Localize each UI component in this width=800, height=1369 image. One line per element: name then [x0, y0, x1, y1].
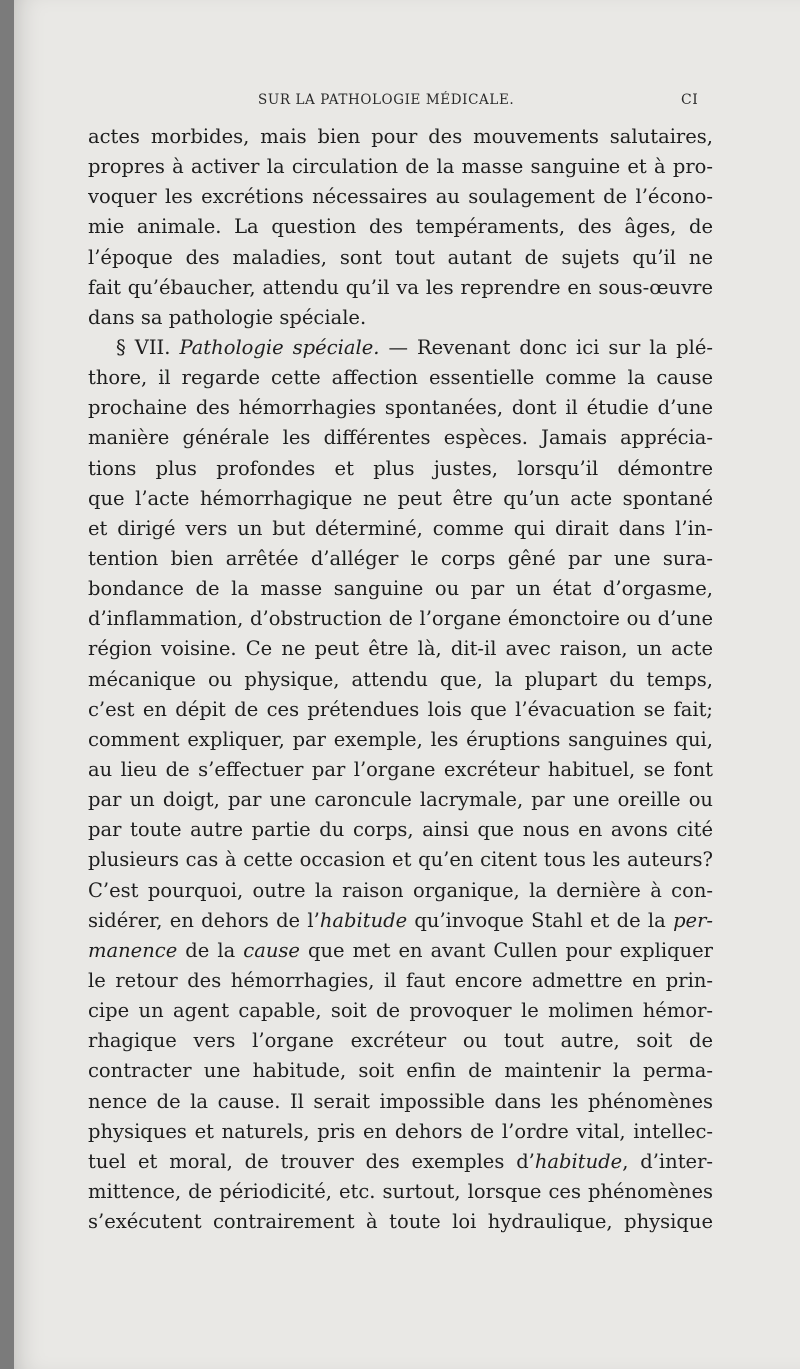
body-text [88, 122, 713, 1237]
text-line: région voisine. Ce ne peut être là, dit-il avec raison, un acte [88, 637, 713, 661]
running-head [14, 92, 800, 114]
italic-term: habitude [534, 1149, 623, 1173]
text-line: manière générale les différentes espèces. Jamais apprécia- [88, 426, 713, 450]
text-line: C’est pourquoi, outre la raison organique, la dernière à con- [88, 878, 713, 902]
text-line: actes morbides, mais bien pour des mouvements salutaires, [88, 125, 713, 148]
text-line: s’exécutent contrairement à toute loi hydraulique, physique [88, 1210, 713, 1234]
text-line: propres à activer la circulation de la masse sanguine et à pro- [88, 155, 713, 179]
text-line: et dirigé vers un but déterminé, comme qui dirait dans l’in- [88, 516, 713, 540]
text-line: bondance de la masse sanguine ou par un état d’orgasme, [88, 577, 713, 601]
page-number: CI [681, 92, 699, 108]
text-line: cipe un agent capable, soit de provoquer le molimen hémor- [88, 999, 713, 1023]
running-title: SUR LA PATHOLOGIE MÉDICALE. [258, 92, 515, 108]
text-line: mécanique ou physique, attendu que, la plupart du temps, [88, 667, 713, 691]
section-number: § VII. [116, 335, 171, 359]
italic-term: cause [243, 938, 300, 962]
text-line: nence de la cause. Il serait impossible dans les phénomènes [88, 1089, 713, 1113]
text-line: physiques et naturels, pris en dehors de l’ordre vital, intellec- [88, 1119, 713, 1143]
book-page [14, 0, 800, 1369]
text-line: plusieurs cas à cette occasion et qu’en citent tous les auteurs? [88, 848, 713, 872]
section-title: Pathologie spéciale. [179, 335, 380, 359]
text-line: mie animale. La question des tempéraments, des âges, de [88, 215, 713, 239]
text-line: fait qu’ébaucher, attendu qu’il va les reprendre en sous-œuvre [88, 275, 713, 299]
text-line: sidérer, en dehors de l’habitude qu’invoque Stahl et de la per- [88, 908, 713, 932]
section-heading-line: § VII. Pathologie spéciale. — Revenant donc ici sur la plé- [116, 335, 713, 359]
italic-term: per- [673, 908, 713, 932]
text-line: dans sa pathologie spéciale. [88, 305, 367, 329]
text-line: tuel et moral, de trouver des exemples d’habitude, d’inter- [88, 1149, 713, 1173]
text-line: par un doigt, par une caroncule lacrymale, par une oreille ou [88, 788, 713, 812]
text-line: d’inflammation, d’obstruction de l’organe émonctoire ou d’une [88, 607, 713, 631]
text-line: au lieu de s’effectuer par l’organe excréteur habituel, se font [88, 757, 713, 781]
text-line: le retour des hémorrhagies, il faut encore admettre en prin- [88, 968, 713, 992]
text-line: c’est en dépit de ces prétendues lois que l’évacuation se fait; [88, 697, 713, 721]
text-line: rhagique vers l’organe excréteur ou tout autre, soit de [88, 1029, 713, 1053]
italic-term: manence [88, 938, 178, 962]
text-line: contracter une habitude, soit enfin de maintenir la perma- [88, 1059, 713, 1083]
text-line: l’époque des maladies, sont tout autant de sujets qu’il ne [88, 245, 713, 269]
text-line: comment expliquer, par exemple, les éruptions sanguines qui, [88, 727, 713, 751]
text-line: que l’acte hémorrhagique ne peut être qu’un acte spontané [88, 486, 713, 510]
text-line: manence de la cause que met en avant Cullen pour expliquer [88, 938, 713, 962]
text-line: mittence, de périodicité, etc. surtout, lorsque ces phénomènes [88, 1179, 713, 1203]
text-line: par toute autre partie du corps, ainsi que nous en avons cité [88, 818, 713, 842]
text-line: thore, il regarde cette affection essentielle comme la cause [88, 366, 713, 390]
text-line: tions plus profondes et plus justes, lorsqu’il démontre [88, 456, 713, 480]
text-line: prochaine des hémorrhagies spontanées, dont il étudie d’une [88, 396, 713, 420]
text-line: tention bien arrêtée d’alléger le corps gêné par une sura- [88, 546, 713, 570]
text-line: voquer les excrétions nécessaires au soulagement de l’écono- [88, 185, 713, 209]
italic-term: habitude [319, 908, 408, 932]
